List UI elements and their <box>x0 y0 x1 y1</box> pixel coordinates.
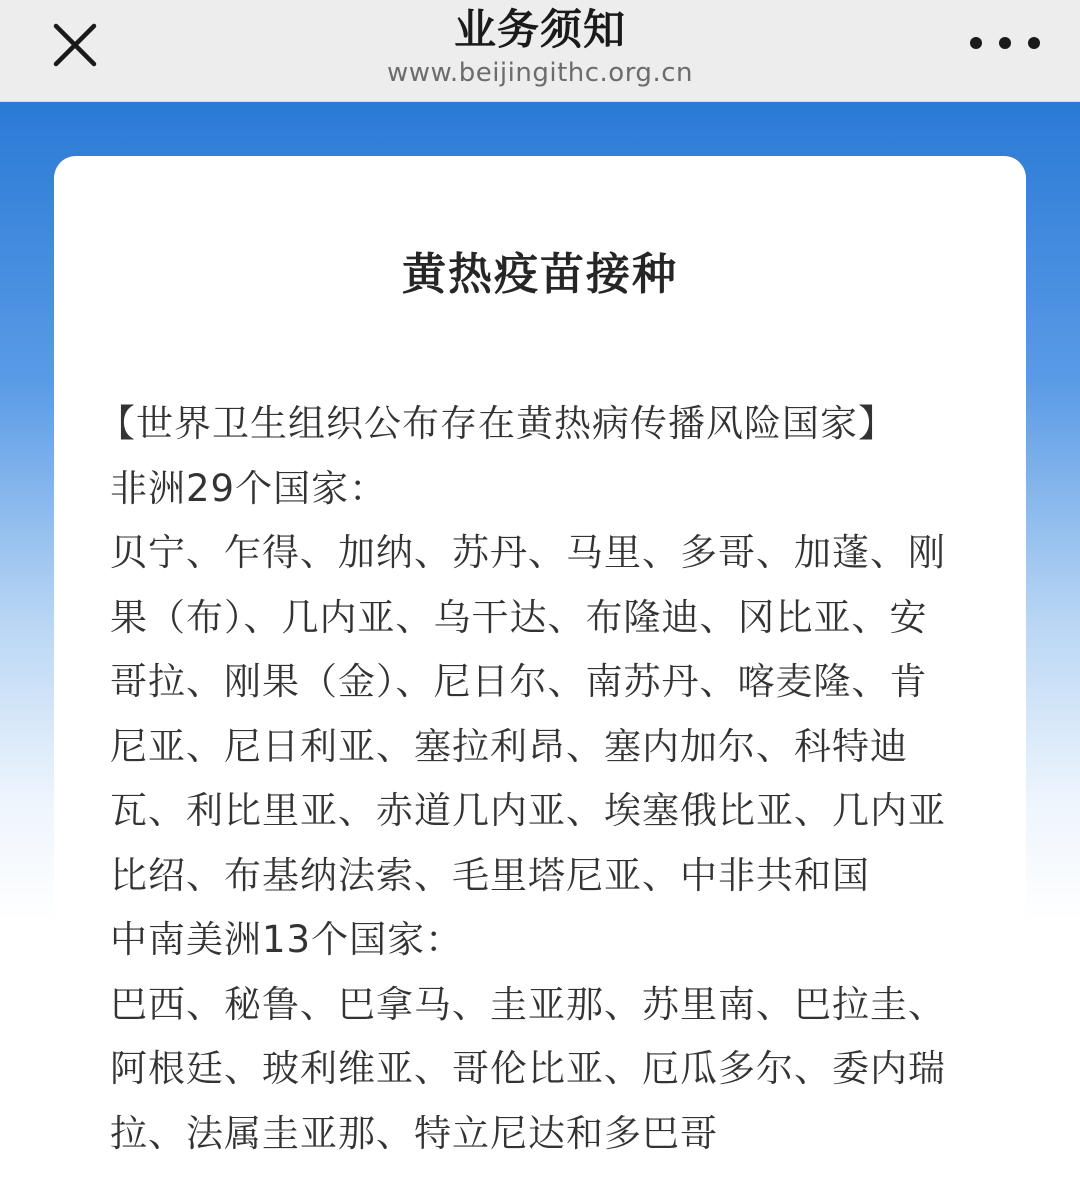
content-card <box>54 156 1026 1196</box>
card-title: 黄热疫苗接种 <box>402 249 678 300</box>
more-dot <box>999 37 1011 49</box>
title-group <box>240 0 840 88</box>
africa-line: 果（布）、几内亚、乌干达、布隆迪、冈比亚、安 <box>110 595 928 639</box>
article-body <box>98 392 970 1166</box>
navigation-bar <box>0 0 1080 102</box>
close-icon[interactable] <box>48 18 102 72</box>
africa-line: 贝宁、乍得、加纳、苏丹、马里、多哥、加蓬、刚 <box>110 531 946 574</box>
americas-line: 拉、法属圭亚那、特立尼达和多巴哥 <box>110 1111 718 1155</box>
africa-line: 哥拉、刚果（金）、尼日尔、南苏丹、喀麦隆、肯 <box>110 660 928 703</box>
africa-line: 尼亚、尼日利亚、塞拉利昂、塞内加尔、科特迪 <box>110 724 908 768</box>
page-url: www.beijingithc.org.cn <box>387 58 693 88</box>
africa-label: 非洲29个国家： <box>110 466 388 510</box>
more-dot <box>970 37 982 49</box>
americas-line: 巴西、秘鲁、巴拿马、圭亚那、苏里南、巴拉圭、 <box>110 982 946 1026</box>
more-icon[interactable] <box>970 26 1040 60</box>
americas-label: 中南美洲13个国家： <box>110 918 464 961</box>
americas-line: 阿根廷、玻利维亚、哥伦比亚、厄瓜多尔、委内瑞 <box>110 1047 946 1090</box>
section-heading: 【世界卫生组织公布存在黄热病传播风险国家】 <box>98 402 896 445</box>
more-dot <box>1028 37 1040 49</box>
page-title: 业务须知 <box>453 5 626 54</box>
africa-line: 比绍、布基纳法索、毛里塔尼亚、中非共和国 <box>110 853 870 897</box>
africa-line: 瓦、利比里亚、赤道几内亚、埃塞俄比亚、几内亚 <box>110 789 946 832</box>
